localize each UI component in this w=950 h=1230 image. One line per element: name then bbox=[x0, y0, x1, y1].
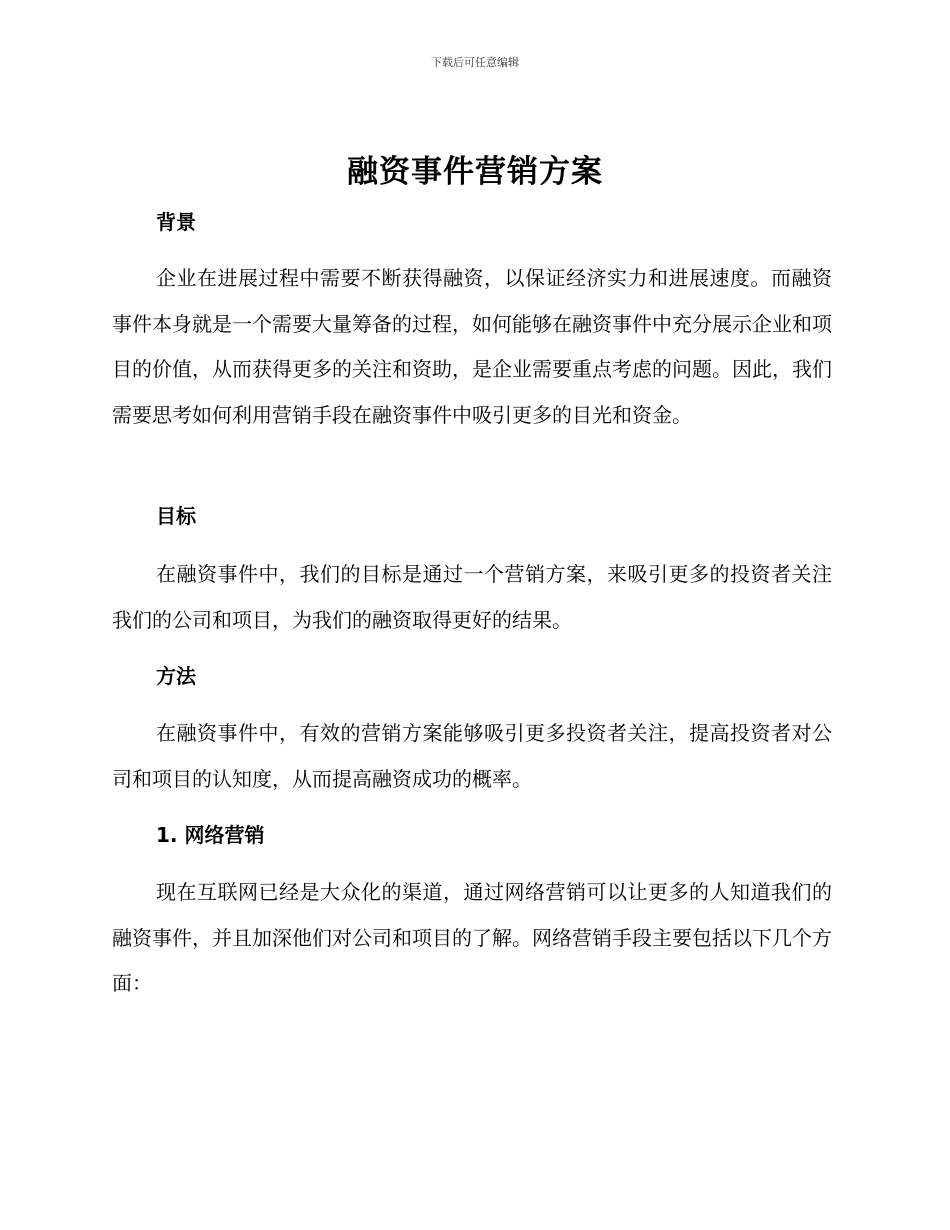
section-paragraph-method: 在融资事件中，有效的营销方案能够吸引更多投资者关注，提高投资者对公司和项目的认知度，从而提高融资成功的概率。 bbox=[112, 721, 832, 791]
section-heading-background: 背景 bbox=[156, 210, 196, 234]
section-heading-online-marketing: 1. 网络营销 bbox=[156, 823, 265, 847]
section-paragraph-background: 企业在进展过程中需要不断获得融资，以保证经济实力和进展速度。而融资事件本身就是一个需要大量筹备的过程，如何能够在融资事件中充分展示企业和项目的价值，从而获得更多的关注和资助，是企业需要重点考虑的问题。因此，我们需要思考如何利用营销手段在融资事件中吸引更多的目光和资金。 bbox=[112, 266, 832, 427]
section-heading-goal: 目标 bbox=[156, 504, 196, 528]
document-title: 融资事件营销方案 bbox=[347, 154, 603, 190]
section-paragraph-online-marketing: 现在互联网已经是大众化的渠道，通过网络营销可以让更多的人知道我们的融资事件，并且加深他们对公司和项目的了解。网络营销手段主要包括以下几个方面： bbox=[112, 880, 832, 995]
section-paragraph-goal: 在融资事件中，我们的目标是通过一个营销方案，来吸引更多的投资者关注我们的公司和项目，为我们的融资取得更好的结果。 bbox=[112, 562, 832, 632]
page-header-note: 下载后可任意编辑 bbox=[431, 56, 519, 69]
section-heading-method: 方法 bbox=[156, 664, 196, 688]
